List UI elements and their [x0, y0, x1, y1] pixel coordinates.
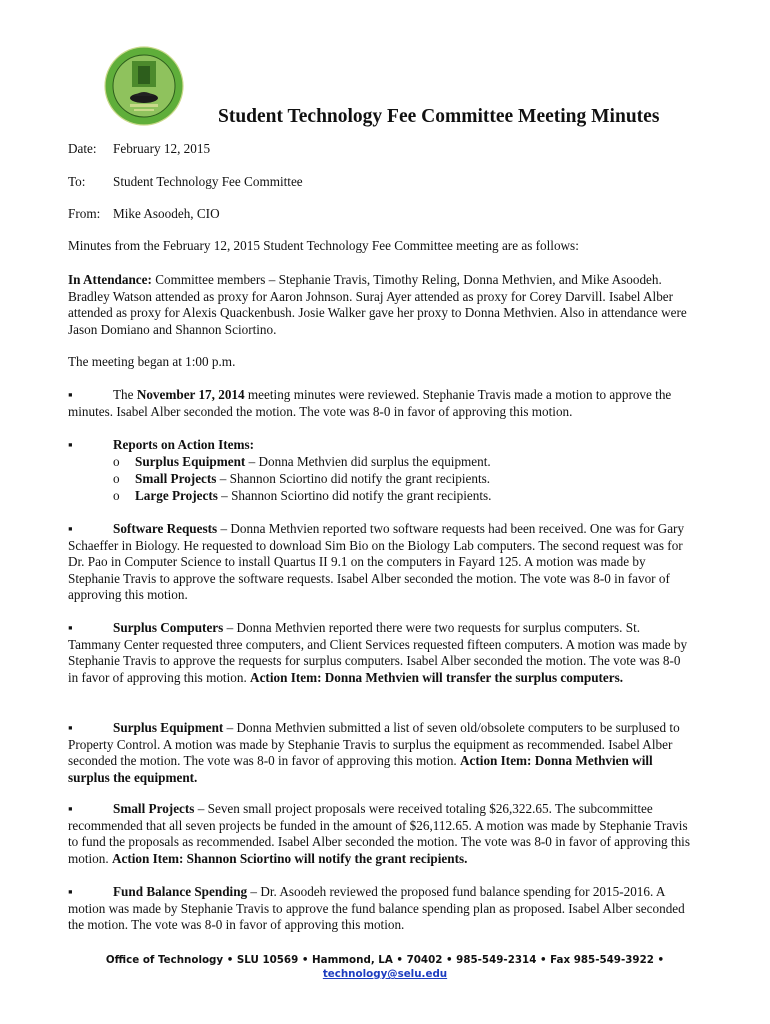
footer-email-link[interactable]: technology@selu.edu [322, 968, 448, 980]
small-projects-item [68, 801, 693, 867]
date-label: Date: [68, 141, 97, 156]
to-line [68, 174, 693, 191]
surplus-computers-text: – Donna Methvien reported there were two requests for surplus computers. St. Tammany Center requested three computers, and Client Services requested fifteen computers. A motion was made by Stephanie Travis to approve the requests for surplus computers. Isabel Alber seconded the motion. The vote was 8-0 in favor of approving this motion. [68, 620, 688, 685]
fund-balance-text: – Dr. Asoodeh reviewed the proposed fund balance spending for 2015-2016. A motion was made by Stephanie Travis to approve the fund balance spending plan as proposed. Isabel Alber seconded the motion. The vote was 8-0 in favor of approving this motion. [68, 884, 685, 932]
surplus-equipment-label: Surplus Equipment [113, 720, 224, 735]
bullet-icon: ▪ [68, 521, 73, 536]
to-label: To: [68, 174, 86, 189]
attendance-text: Committee members – Stephanie Travis, Timothy Reling, Donna Methvien, and Mike Asoodeh. Bradley Watson attended as proxy for Aaron Johnson. Suraj Ayer attended as proxy for Corey Darvill. Isabel Alber attended as proxy for Alexis Quackenbush. Josie Walker gave her proxy to Donna Methvien. Also in attendance were Jason Domiano and Shannon Sciortino. [68, 272, 687, 337]
surplus-computers-label: Surplus Computers [113, 620, 224, 635]
page-title: Student Technology Fee Committee Meeting Minutes [218, 106, 660, 127]
attendance-paragraph [68, 272, 693, 338]
from-label: From: [68, 206, 101, 221]
report-item [113, 470, 490, 487]
university-seal-logo [104, 46, 184, 126]
software-text: – Donna Methvien reported two software requests had been received. One was for Gary Schaeffer in Biology. He requested to download Sim Bio on the Biology Lab computers. The second request was for Dr. Pao in Computer Science to install Quartus II 9.1 on the computers in Fayard 125. A motion was made by Stephanie Travis to approve the software requests. Isabel Alber seconded the motion. The vote was 8-0 in favor of approving this motion. [68, 521, 685, 602]
report-label: Surplus Equipment [135, 454, 246, 469]
bullet-icon: ▪ [68, 437, 73, 452]
to-value: Student Technology Fee Committee [113, 174, 303, 189]
date-value: February 12, 2015 [113, 141, 211, 156]
from-value: Mike Asoodeh, CIO [113, 206, 220, 221]
bullet-icon: ▪ [68, 720, 73, 735]
fund-balance-label: Fund Balance Spending [113, 884, 248, 899]
bullet-icon: ▪ [68, 801, 73, 816]
attendance-label: In Attendance: [68, 272, 152, 287]
small-projects-text: – Seven small project proposals were received totaling $26,322.65. The subcommittee recommended that all seven projects be funded in the amount of $26,112.65. A motion was made by Stephanie Travis to fund the proposals as recommended. Isabel Alber seconded the motion. The vote was 8-0 in favor of approving this motion. [68, 801, 690, 866]
prev-text: meeting minutes were reviewed. Stephanie Travis made a motion to approve the minutes. Isabel Alber seconded the motion. The vote was 8-0 in favor of approving this motion. [68, 387, 672, 419]
from-line [68, 206, 693, 223]
surplus-computers-item [68, 620, 693, 686]
sub-bullet-icon: o [113, 454, 120, 469]
bullet-icon: ▪ [68, 884, 73, 899]
reports-heading-text: Reports on Action Items: [113, 437, 255, 452]
bullet-icon: ▪ [68, 387, 73, 402]
prev-pre-text: The [113, 387, 137, 402]
sub-bullet-icon: o [113, 471, 120, 486]
footer-contact-line: Office of Technology • SLU 10569 • Hammond, LA • 70402 • 985-549-2314 • Fax 985-549-3922 • [105, 954, 665, 966]
footer [60, 953, 710, 981]
report-label: Small Projects [135, 471, 217, 486]
report-text: – Shannon Sciortino did notify the grant recipients. [217, 488, 492, 503]
date-line [68, 141, 693, 158]
action-item: Action Item: Donna Methvien will transfer the surplus computers. [250, 669, 624, 685]
report-item [113, 487, 491, 504]
software-requests-item [68, 521, 693, 604]
prev-date: November 17, 2014 [136, 387, 245, 402]
software-label: Software Requests [113, 521, 218, 536]
intro-paragraph: Minutes from the February 12, 2015 Student Technology Fee Committee meeting are as follows: [68, 238, 579, 253]
surplus-equipment-text: – Donna Methvien submitted a list of seven old/obsolete computers to be surplused to Property Control. A motion was made by Stephanie Travis to surplus the equipment as recommended. Isabel Alber seconded the motion. The vote was 8-0 in favor of approving this motion. [68, 720, 680, 768]
small-projects-label: Small Projects [113, 801, 195, 816]
reports-heading [68, 437, 693, 454]
report-text: – Shannon Sciortino did notify the grant recipients. [216, 471, 491, 486]
fund-balance-item [68, 884, 693, 934]
bullet-icon: ▪ [68, 620, 73, 635]
surplus-equipment-item [68, 720, 693, 786]
report-text: – Donna Methvien did surplus the equipment. [245, 454, 491, 469]
meeting-start: The meeting began at 1:00 p.m. [68, 354, 236, 369]
previous-minutes-item [68, 387, 693, 420]
report-item [113, 453, 491, 470]
sub-bullet-icon: o [113, 488, 120, 503]
report-label: Large Projects [135, 488, 218, 503]
action-item: Action Item: Donna Methvien will surplus the equipment. [68, 753, 653, 785]
action-item: Action Item: Shannon Sciortino will notify the grant recipients. [111, 850, 468, 866]
